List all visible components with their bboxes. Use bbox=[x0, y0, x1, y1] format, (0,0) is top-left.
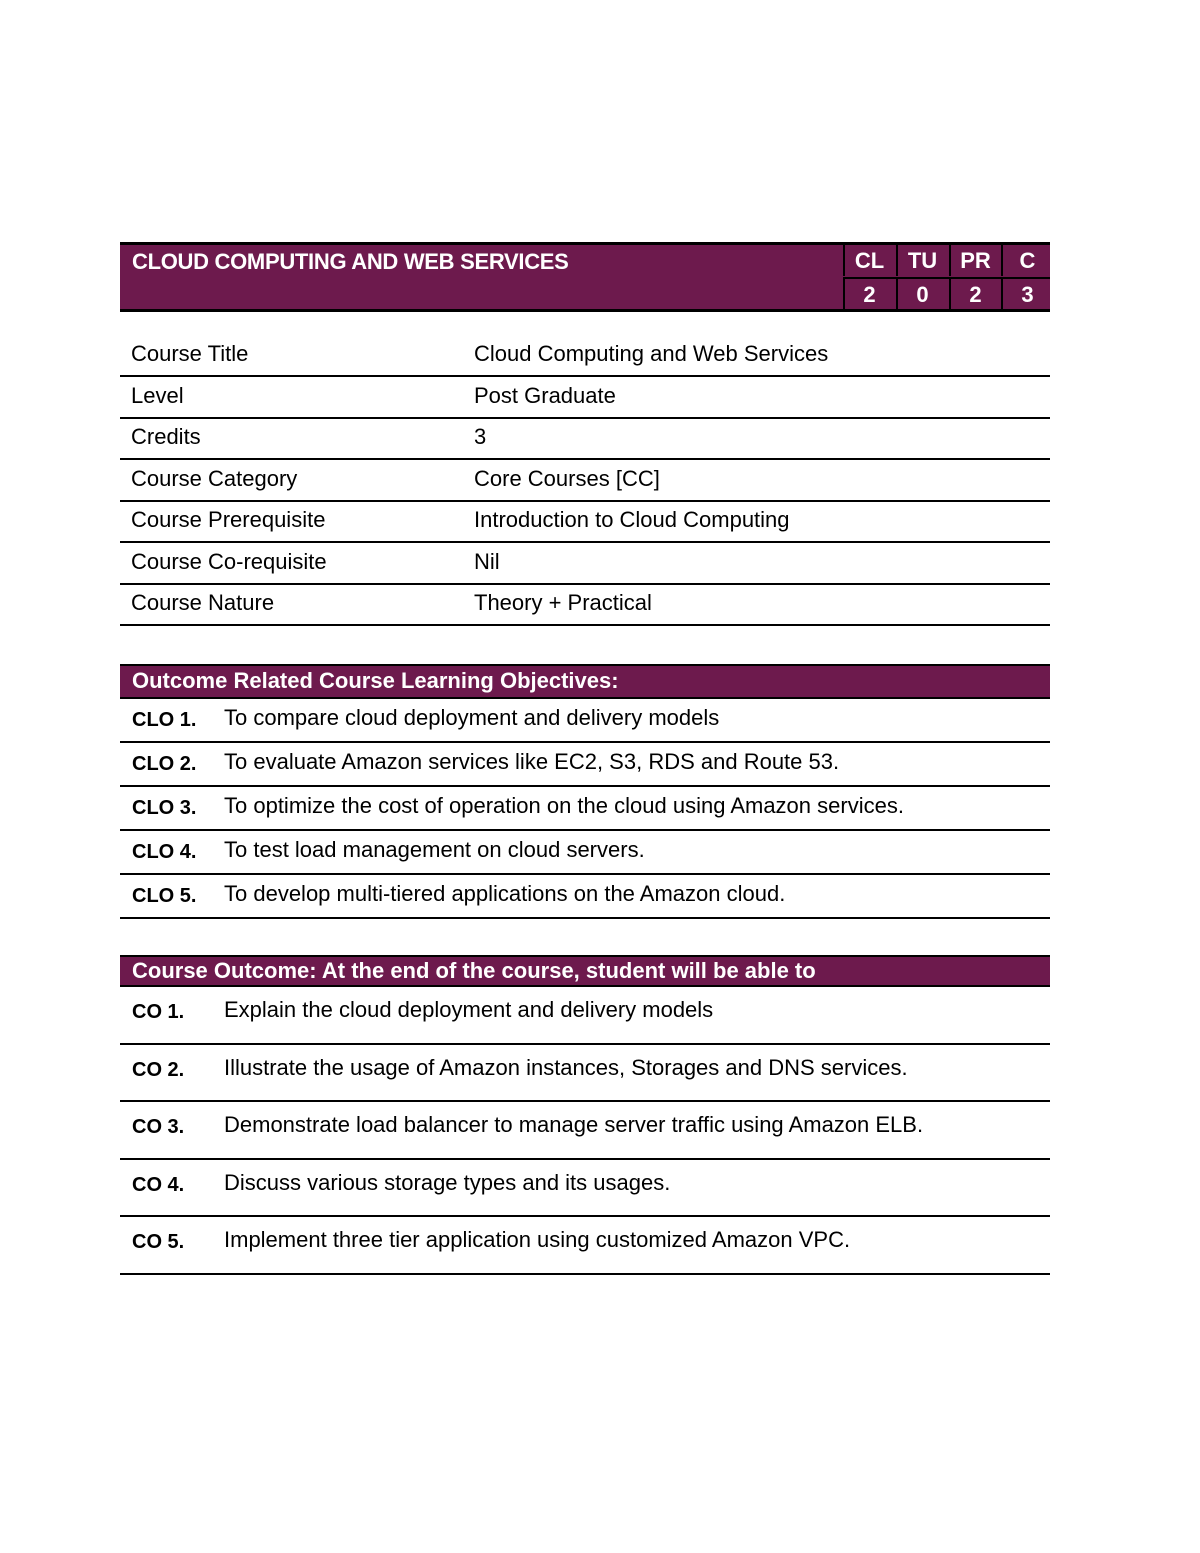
info-key: Course Prerequisite bbox=[131, 507, 326, 532]
info-row-credits bbox=[120, 419, 1050, 461]
list-item bbox=[120, 831, 1050, 875]
co-heading: Course Outcome: At the end of the course, student will be able to bbox=[120, 955, 1050, 987]
info-row-level bbox=[120, 377, 1050, 419]
co-text: Explain the cloud deployment and delivery models bbox=[224, 997, 714, 1022]
info-value: Post Graduate bbox=[474, 382, 616, 408]
co-id: CO 2. bbox=[132, 1058, 185, 1081]
course-header-title: CLOUD COMPUTING AND WEB SERVICES bbox=[132, 249, 569, 274]
co-text: Discuss various storage types and its usages. bbox=[224, 1169, 671, 1195]
clo-text: To optimize the cost of operation on the cloud using Amazon services. bbox=[224, 793, 904, 818]
list-item bbox=[120, 787, 1050, 831]
co-id: CO 1. bbox=[132, 1001, 185, 1023]
co-text: Demonstrate load balancer to manage server traffic using Amazon ELB. bbox=[224, 1112, 924, 1137]
list-item bbox=[120, 1160, 1050, 1218]
info-value: Core Courses [CC] bbox=[474, 465, 660, 491]
co-id: CO 3. bbox=[132, 1116, 185, 1138]
info-row-title bbox=[120, 325, 1050, 377]
info-row-category bbox=[120, 460, 1050, 502]
info-key: Level bbox=[131, 382, 184, 408]
list-item bbox=[120, 987, 1050, 1045]
info-row-nature bbox=[120, 585, 1050, 627]
list-item bbox=[120, 699, 1050, 743]
list-item bbox=[120, 1217, 1050, 1275]
info-key: Course Title bbox=[131, 341, 249, 366]
co-id: CO 5. bbox=[132, 1231, 185, 1253]
list-item bbox=[120, 1102, 1050, 1160]
clo-section bbox=[120, 664, 1050, 919]
co-text: Implement three tier application using customized Amazon VPC. bbox=[224, 1227, 851, 1252]
info-key: Course Category bbox=[131, 465, 298, 491]
info-key: Course Nature bbox=[131, 590, 275, 615]
co-section bbox=[120, 955, 1050, 1275]
co-text: Illustrate the usage of Amazon instances, Storages and DNS services. bbox=[224, 1054, 908, 1080]
ltpc-label-c: C bbox=[1001, 245, 1052, 276]
co-id: CO 4. bbox=[132, 1173, 185, 1196]
info-value: Cloud Computing and Web Services bbox=[474, 341, 829, 366]
clo-id: CLO 5. bbox=[132, 885, 197, 907]
list-item bbox=[120, 875, 1050, 919]
ltpc-value-tu: 0 bbox=[896, 279, 947, 310]
clo-text: To develop multi-tiered applications on the Amazon cloud. bbox=[224, 881, 786, 906]
clo-id: CLO 2. bbox=[132, 753, 197, 775]
ltpc-value-pr: 2 bbox=[949, 279, 1000, 310]
clo-id: CLO 3. bbox=[132, 797, 197, 819]
info-value: Introduction to Cloud Computing bbox=[474, 507, 790, 532]
ltpc-label-tu: TU bbox=[896, 245, 947, 276]
ltpc-value-c: 3 bbox=[1001, 279, 1052, 310]
info-key: Credits bbox=[131, 424, 201, 449]
list-item bbox=[120, 743, 1050, 787]
clo-id: CLO 4. bbox=[132, 841, 197, 863]
clo-text: To test load management on cloud servers. bbox=[224, 837, 645, 862]
info-value: Theory + Practical bbox=[474, 590, 652, 615]
clo-text: To evaluate Amazon services like EC2, S3, RDS and Route 53. bbox=[224, 749, 840, 774]
ltpc-value-cl: 2 bbox=[843, 279, 894, 310]
info-value: Nil bbox=[474, 548, 500, 574]
ltpc-grid bbox=[843, 245, 1050, 309]
info-value: 3 bbox=[474, 424, 487, 449]
info-row-corequisite bbox=[120, 543, 1050, 585]
info-key: Course Co-requisite bbox=[131, 548, 327, 574]
clo-text: To compare cloud deployment and delivery models bbox=[224, 705, 720, 730]
info-row-prerequisite bbox=[120, 502, 1050, 544]
clo-id: CLO 1. bbox=[132, 709, 197, 731]
clo-heading: Outcome Related Course Learning Objectives: bbox=[120, 664, 1050, 699]
ltpc-label-pr: PR bbox=[949, 245, 1000, 276]
course-info-table bbox=[120, 325, 1050, 626]
ltpc-label-cl: CL bbox=[843, 245, 894, 276]
list-item bbox=[120, 1045, 1050, 1103]
course-header bbox=[120, 242, 1050, 312]
